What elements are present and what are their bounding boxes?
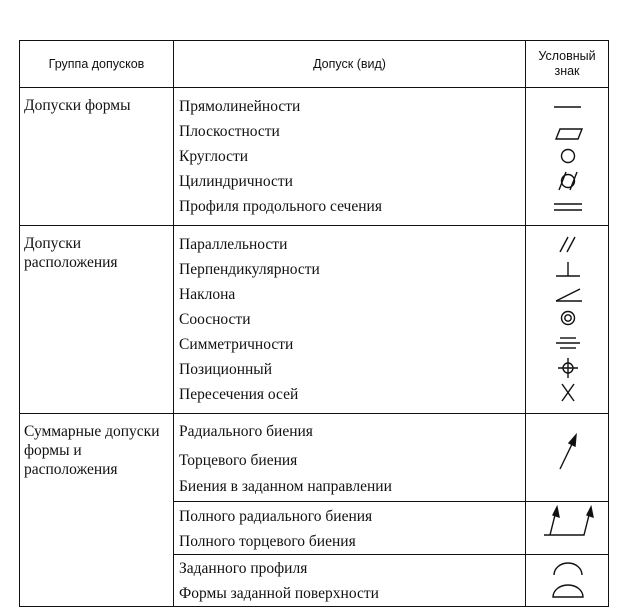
profile-surface-icon: [553, 585, 583, 597]
list-item: Полного торцевого биения: [179, 533, 356, 550]
list-item: Биения в заданном направлении: [179, 478, 392, 495]
group-name: Допуски расположения: [20, 226, 174, 414]
symmetry-icon: [556, 338, 580, 348]
intersection-icon: [562, 384, 574, 401]
list-item: Наклона: [179, 286, 236, 303]
concentricity-icon: [562, 312, 575, 325]
group-form-row: [20, 88, 609, 226]
list-item: Полного радиального биения: [179, 508, 373, 525]
symbol-cell: [526, 414, 609, 502]
tolerance-list: [174, 414, 526, 502]
tolerance-list: [174, 502, 526, 555]
group-location-row: [20, 226, 609, 414]
tolerance-list: [174, 555, 526, 607]
total-runout-icon: [544, 507, 593, 535]
position-icon: [558, 358, 578, 378]
flatness-icon: [556, 129, 582, 139]
profile-line-icon: [554, 563, 582, 575]
list-item: Формы заданной поверхности: [179, 585, 379, 602]
list-item: Профиля продольного сечения: [179, 198, 382, 215]
perpendicularity-icon: [556, 262, 580, 276]
header-group: Группа допусков: [20, 41, 174, 88]
list-item: Позиционный: [179, 361, 272, 378]
list-item: Соосности: [179, 311, 251, 328]
tolerance-list: [174, 226, 526, 414]
parallelism-icon: [560, 237, 575, 252]
list-item: Торцевого биения: [179, 452, 298, 469]
symbol-cell: [526, 226, 609, 414]
symbol-cell: [526, 88, 609, 226]
list-item: Симметричности: [179, 336, 294, 353]
group-name: Допуски формы: [20, 88, 174, 226]
list-item: Цилиндричности: [179, 173, 293, 190]
header-tolerance: Допуск (вид): [174, 41, 526, 88]
header-row: [20, 41, 609, 88]
cylindricity-icon: [559, 172, 577, 190]
list-item: Радиального биения: [179, 423, 313, 440]
tolerance-table: [19, 40, 609, 607]
group-combined-row-1: [20, 414, 609, 502]
list-item: Пересечения осей: [179, 386, 299, 403]
list-item: Параллельности: [179, 236, 288, 253]
list-item: Заданного профиля: [179, 560, 308, 577]
angularity-icon: [556, 289, 582, 301]
list-item: Перпендикулярности: [179, 261, 320, 278]
runout-icon: [560, 435, 576, 469]
header-sign: Условный знак: [526, 41, 609, 88]
list-item: Плоскостности: [179, 123, 280, 140]
symbol-cell: [526, 502, 609, 555]
list-item: Прямолинейности: [179, 98, 301, 115]
tolerance-list: [174, 88, 526, 226]
list-item: Круглости: [179, 148, 249, 165]
group-name: Суммарные допуски формы и расположения: [20, 414, 174, 607]
profile-longitudinal-icon: [554, 204, 582, 210]
symbol-cell: [526, 555, 609, 607]
circularity-icon: [562, 150, 575, 163]
